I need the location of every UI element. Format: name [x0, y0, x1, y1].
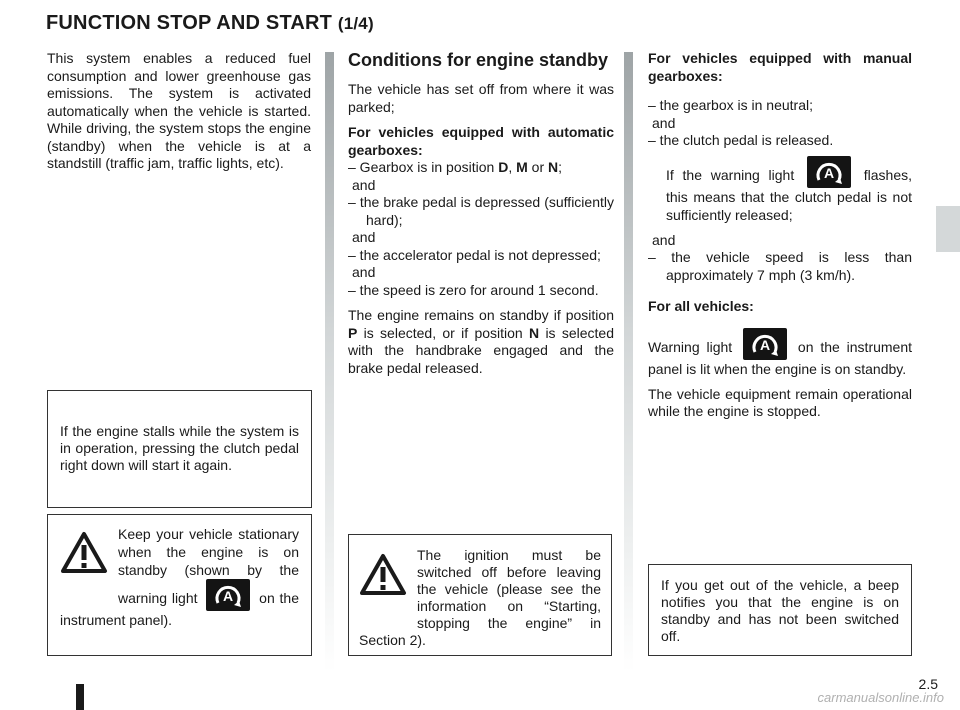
automatic-heading: For vehicles equipped with automatic gearboxes:	[348, 124, 614, 158]
manual-clutch: – the clutch pedal is released.	[648, 132, 834, 148]
title-part: (1/4)	[337, 14, 374, 33]
condition-accelerator: – the accelerator pedal is not depressed;	[348, 246, 601, 263]
and-3: and	[352, 264, 376, 280]
and-4: and	[652, 114, 676, 131]
title-text: FUNCTION STOP AND START	[46, 12, 333, 34]
page-title	[46, 12, 374, 35]
standby-paragraph: The engine remains on standby if position P is selected, or if position N is selected with the handbrake engaged and the brake pedal released.	[348, 307, 614, 376]
ignition-text: The ignition must be switched off before leaving the vehicle (please see the information on “Starting, stopping the engine” in Section 2).	[359, 547, 601, 648]
auto-stop-start-lamp-icon	[206, 579, 250, 611]
auto-stop-start-lamp-icon	[743, 328, 787, 360]
manual-neutral: – the gearbox is in neutral;	[648, 97, 813, 113]
warning-box-ignition	[348, 534, 612, 656]
lamp-paragraph: Warning light A on the instrument panel is lit when the engine is on standby.	[648, 328, 912, 378]
warning-triangle-icon	[60, 531, 118, 595]
auto-stop-start-lamp-icon	[807, 156, 851, 188]
all-vehicles-heading: For all vehicles:	[648, 298, 754, 314]
beep-text: If you get out of the vehicle, a beep notifies you that the engine is on standby and has not been switched off.	[661, 577, 899, 644]
and-5: and	[652, 231, 676, 248]
column-divider-left	[325, 52, 334, 672]
column-divider-right	[624, 52, 633, 672]
note-box-engine-stall	[47, 390, 312, 508]
section-tab	[936, 206, 960, 252]
note-box-beep	[648, 564, 912, 656]
warning-box-stationary	[47, 514, 312, 656]
svg-text:A: A	[823, 164, 835, 181]
watermark: carmanualsonline.info	[817, 690, 944, 705]
manual-heading: For vehicles equipped with manual gearboxes:	[648, 50, 912, 84]
warning-text-a: Keep your vehicle stationary when the engine is on standby (shown by the warning light	[118, 526, 299, 606]
page-number: 2.5	[918, 676, 938, 692]
and-2: and	[352, 229, 376, 245]
warning-text-b: on the instrument panel).	[60, 590, 299, 628]
corner-mark	[76, 684, 84, 710]
manual-column	[648, 50, 912, 429]
conditions-p1: The vehicle has set off from where it was parked;	[348, 81, 614, 115]
warning-triangle-icon	[359, 553, 417, 617]
note-text: If the engine stalls while the system is in operation, pressing the clutch pedal right down will start it again.	[60, 423, 299, 473]
condition-speed: – the speed is zero for around 1 second.	[348, 281, 599, 298]
flash-warning: If the warning light A flashes, this means that the clutch pedal is not sufficiently released;	[648, 156, 912, 224]
svg-text:A: A	[223, 588, 234, 604]
conditions-heading: Conditions for engine standby	[348, 50, 608, 70]
condition-gearbox: – Gearbox is in position D, M or N;	[348, 159, 563, 175]
conditions-column	[348, 50, 614, 385]
intro-paragraph: This system enables a reduced fuel consumption and lower greenhouse gas emissions. The system is activated automatically when the vehicle is started. While driving, the system stops the engine (standby) when the vehicle is at a standstill (traffic jam, traffic lights, etc).	[47, 50, 311, 171]
condition-brake: – the brake pedal is depressed (sufficiently hard);	[348, 194, 614, 228]
svg-text:A: A	[759, 336, 771, 353]
manual-speed: – the vehicle speed is less than approximately 7 mph (3 km/h).	[648, 249, 912, 283]
and-1: and	[352, 176, 376, 193]
equipment-paragraph: The vehicle equipment remain operational while the engine is stopped.	[648, 385, 912, 419]
